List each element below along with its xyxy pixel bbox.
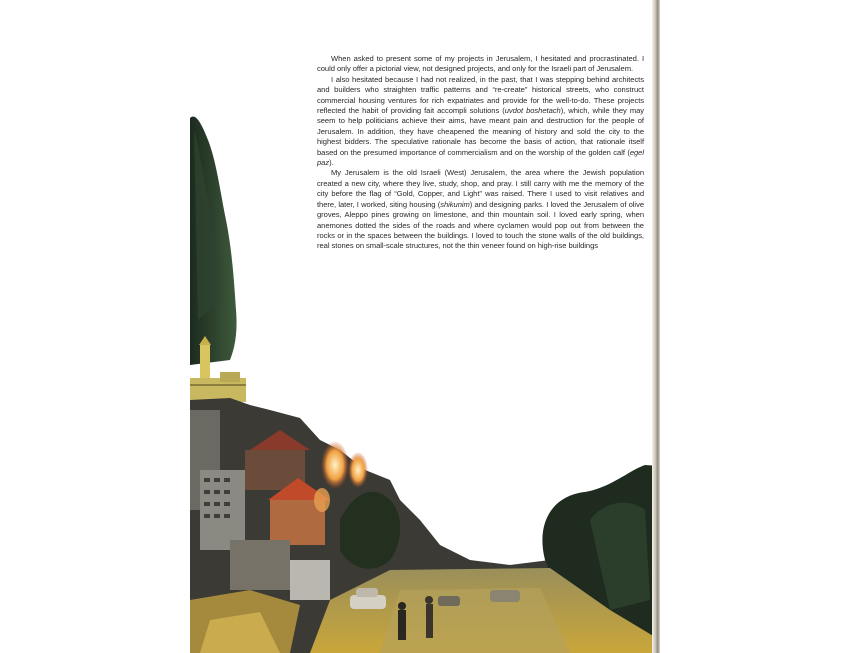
paragraph-3 xyxy=(317,168,644,251)
hebrew-term: egel paz xyxy=(317,147,644,168)
paragraph-text: ), which, while they may seem to help politicians achieve their aims, have meant pain and destruction for the people of Jerusalem. In addition, they have cheapened the meaning of history and sold the city to the highest bidders. The speculative rationale has become the basis of action, that rationale itself based on the presumed importance of commercialism and on the worship of the golden calf ( xyxy=(317,106,645,157)
paragraph-text: ) and designing parks. I loved the Jerusalem of olive groves, Aleppo pines growing on limestone, and thin mountain soil. I loved early spring, when anemones dotted the sides of the roads and where cyclamen would pop out from between the rocks or in the spaces between the buildings. I loved to touch the stone walls of the old buildings, real stones on small-scale structures, not the thin veneer found on high-rise buildings xyxy=(317,199,644,251)
paragraph-1 xyxy=(317,54,644,75)
paragraph-text: When asked to present some of my projects in Jerusalem, I hesitated and procrastinated. I could only offer a pictorial view, not designed projects, and only for the Israeli part of Jerusalem. xyxy=(317,54,644,74)
book-gutter xyxy=(652,0,660,653)
paragraph-text: ). xyxy=(329,158,334,168)
paragraph-text: My Jerusalem is the old Israeli (West) Jerusalem, the area where the Jewish population created a new city, where they live, study, shop, and pray. I still carry with me the memory of the city before the flag of “Gold, Copper, and Light” was raised. There I used to visit relatives and there, later, I worked, siting housing ( xyxy=(317,168,644,209)
book-page xyxy=(190,0,660,653)
hebrew-term: shikunim xyxy=(440,199,470,209)
paragraph-2 xyxy=(317,75,644,169)
body-text xyxy=(317,54,644,252)
hebrew-term: uvdot boshetach xyxy=(504,106,561,116)
paragraph-text: I also hesitated because I had not realized, in the past, that I was stepping behind architects and builders who straighten traffic patterns and “re-create” historical streets, who construct commercial housing ventures for rich expatriates and provide for the well-to-do. These projects reflected the habit of providing fait accompli solutions ( xyxy=(317,74,644,116)
